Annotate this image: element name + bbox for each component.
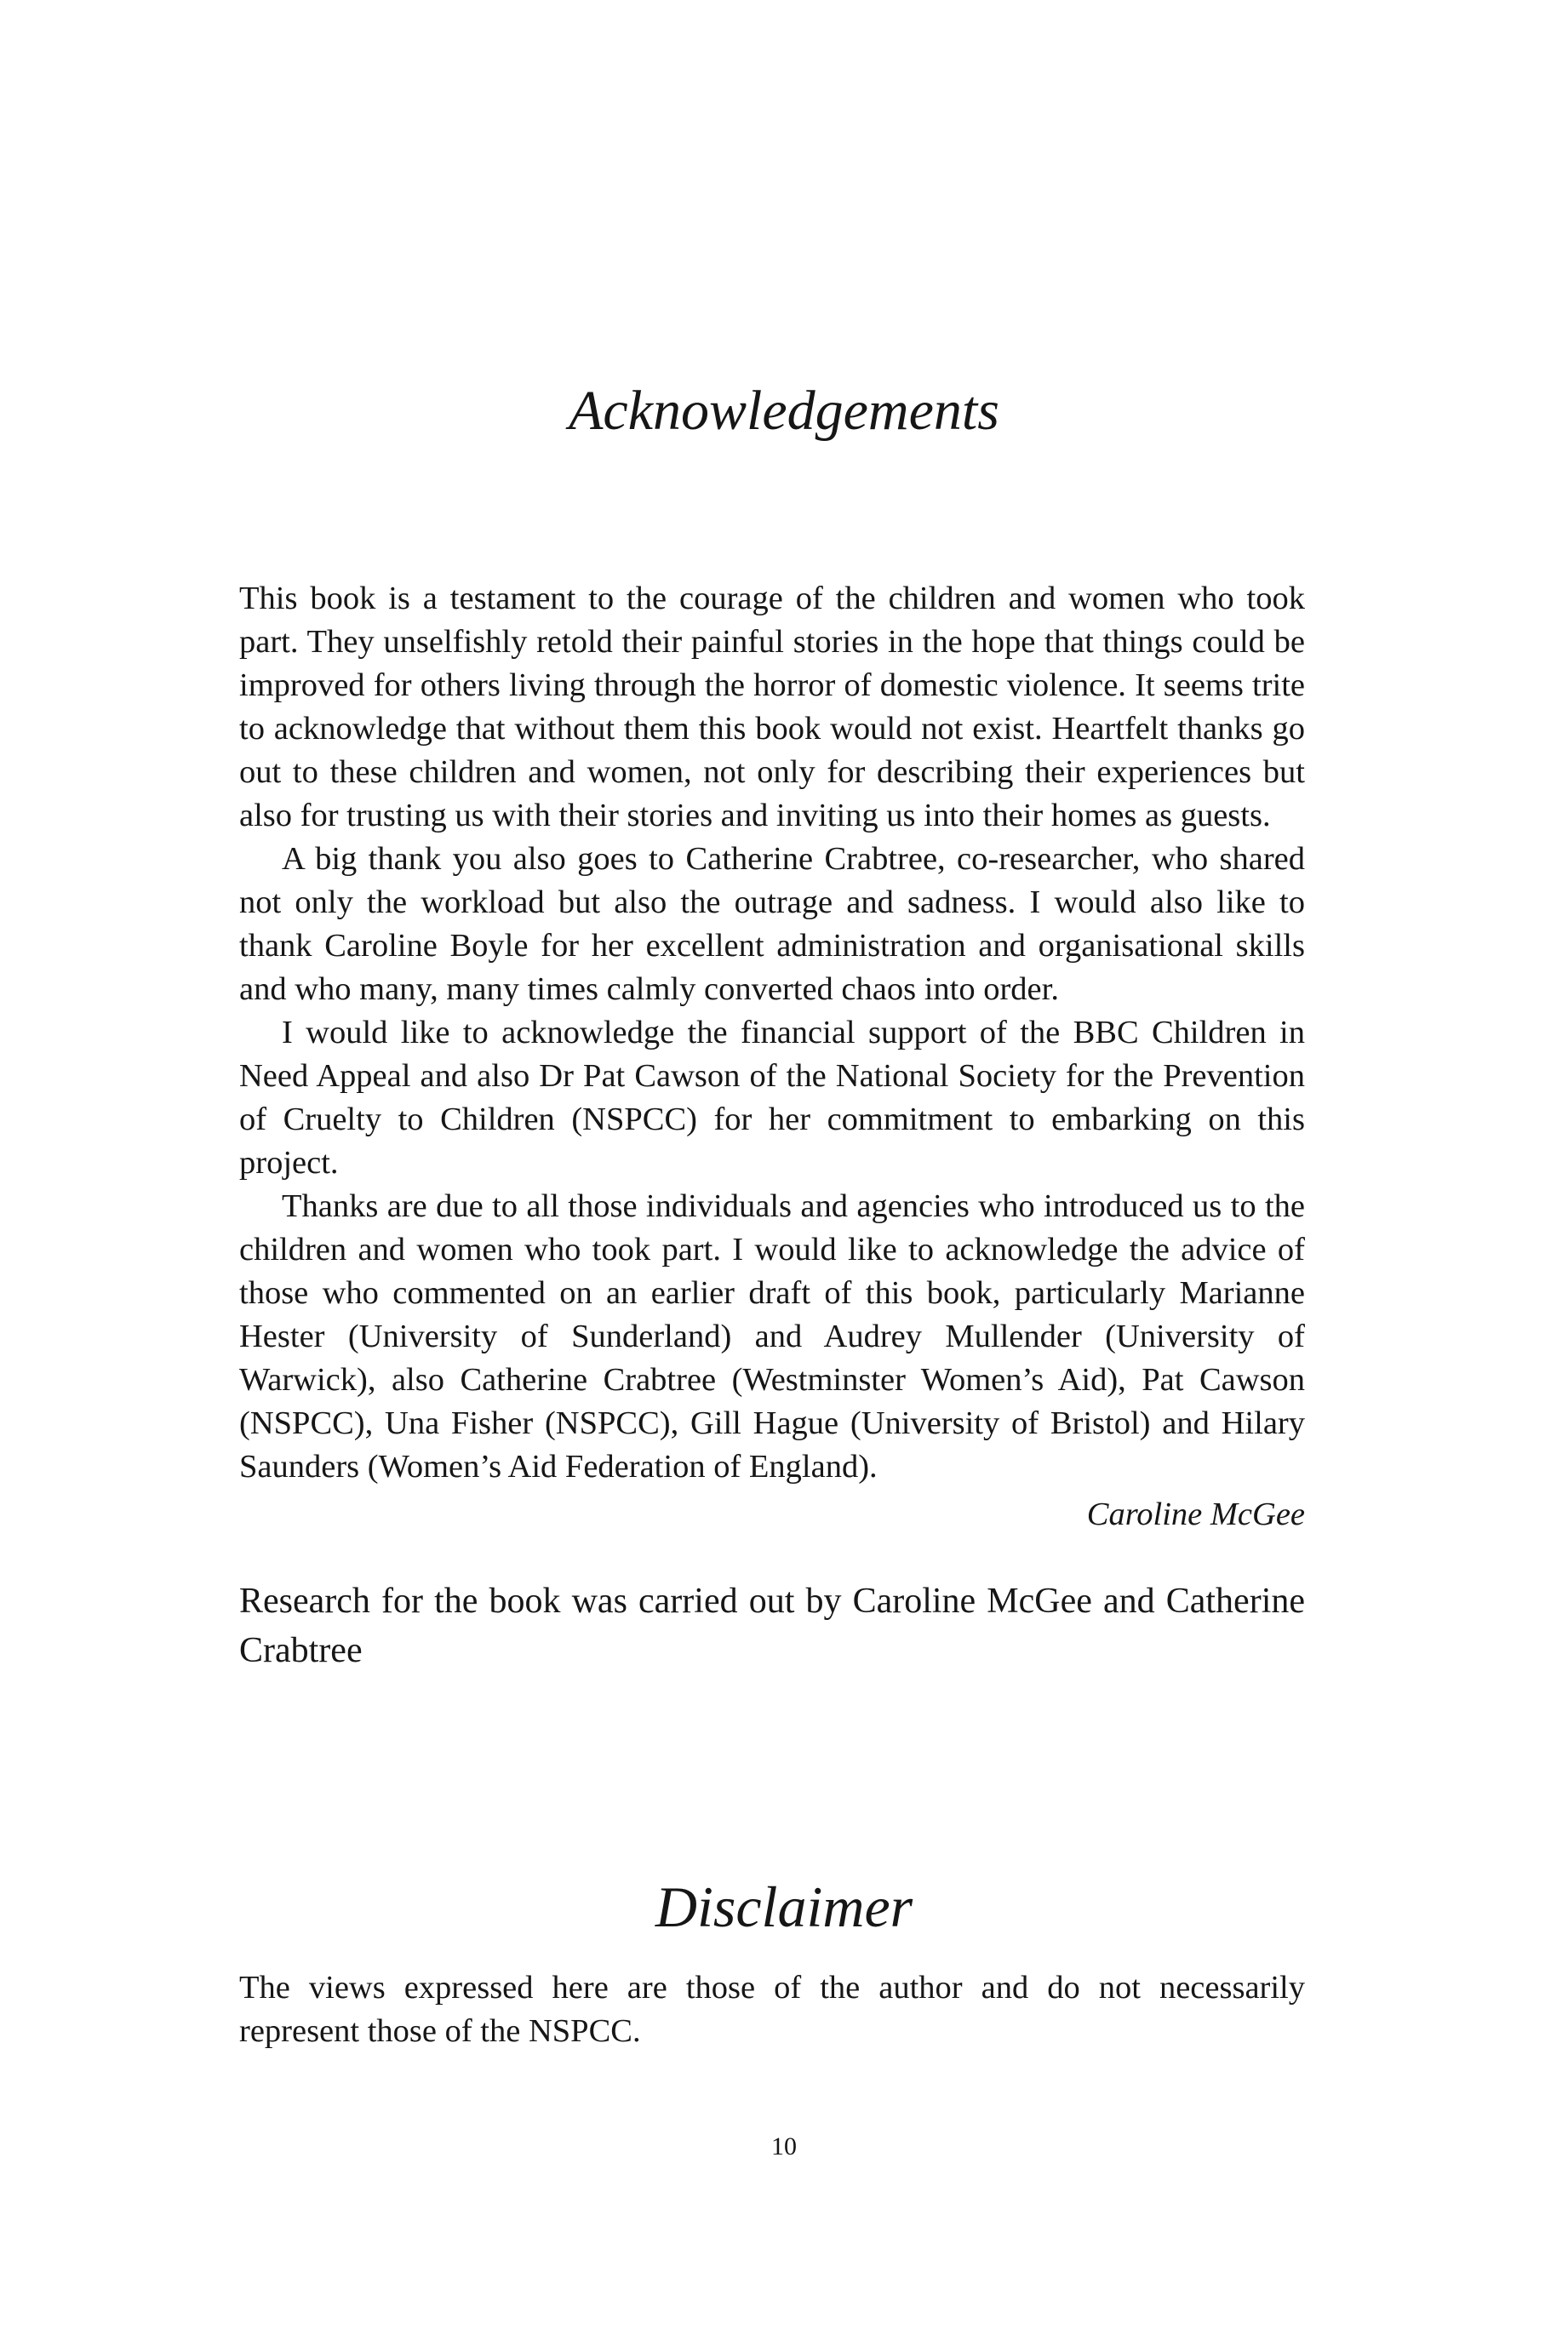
author-signature: Caroline McGee [1086, 1496, 1305, 1532]
acknowledgements-paragraph-1: This book is a testament to the courage of the children and women who took part. They unselfishly retold their painful stories in the hope that things could be improved for others living through the horror of domestic violence. It seems trite to acknowledge that without them this book would not exist. Heartfelt thanks go out to these children and women, not only for describing their experiences but also for trusting us with their stories and inviting us into their homes as guests. [239, 581, 1305, 833]
disclaimer-text: The views expressed here are those of the author and do not necessarily represent those of the NSPCC. [239, 1970, 1305, 2049]
acknowledgements-paragraph-4: Thanks are due to all those individuals and agencies who introduced us to the children and women who took part. I would like to acknowledge the advice of those who commented on an earlier draft of this book, particularly Marianne Hester (University of Sunderland) and Audrey Mullender (University of Warwick), also Catherine Crabtree (Westminster Women’s Aid), Pat Cawson (NSPCC), Una Fisher (NSPCC), Gill Hague (University of Bristol) and Hilary Saunders (Women’s Aid Federation of England). [239, 1188, 1305, 1485]
acknowledgements-paragraph-3: I would like to acknowledge the financial support of the BBC Children in Need Appeal and also Dr Pat Cawson of the National Society for the Prevention of Cruelty to Children (NSPCC) for her commitment to embarking on this project. [239, 1015, 1305, 1181]
acknowledgements-paragraph-2: A big thank you also goes to Catherine Crabtree, co-researcher, who shared not only the workload but also the outrage and sadness. I would also like to thank Caroline Boyle for her excellent administration and organisational skills and who many, many times calmly converted chaos into order. [239, 841, 1305, 1007]
page-number: 10 [771, 2132, 797, 2160]
disclaimer-body [239, 1966, 1305, 2053]
acknowledgements-body [239, 577, 1305, 1489]
acknowledgements-heading: Acknowledgements [569, 380, 999, 442]
disclaimer-heading: Disclaimer [655, 1874, 913, 1939]
research-note: Research for the book was carried out by Caroline McGee and Catherine Crabtree [239, 1582, 1305, 1670]
